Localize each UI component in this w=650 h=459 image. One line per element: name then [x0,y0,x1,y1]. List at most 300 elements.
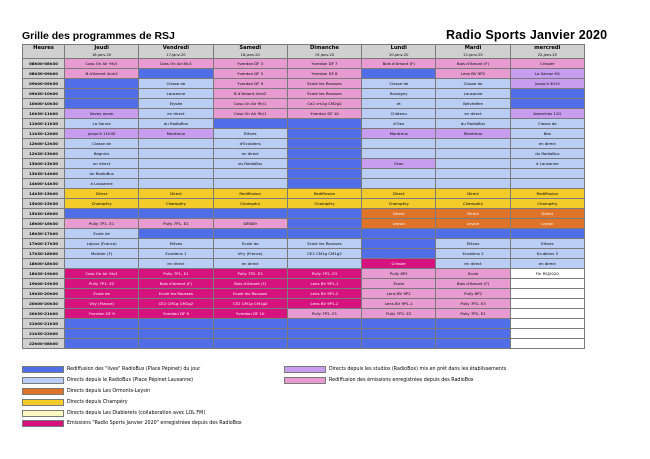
program-cell [362,249,436,259]
time-slot-row [23,119,585,129]
day-header-mardi: Mardi [436,45,510,53]
program-cell [139,319,213,329]
day-header-mercredi: mercredi [510,45,584,53]
program-cell [65,259,139,269]
program-cell [362,179,436,189]
program-cell: Viry (France) [213,249,287,259]
program-cell: Direct [362,209,436,219]
program-cell: d'Ecublens [213,139,287,149]
program-cell [287,179,361,189]
program-cell: Bois d'Amont (F) [436,59,510,69]
program-cell [510,309,584,319]
program-cell: Champéry [65,199,139,209]
time-slot-label: 12h30-13h00 [23,149,65,159]
program-cell: Coss On Air 9h/1 [213,99,287,109]
program-cell: Classe de [436,79,510,89]
program-cell [287,129,361,139]
program-cell [65,89,139,99]
program-cell [510,169,584,179]
time-slot-row [23,69,585,79]
program-cell [139,339,213,349]
program-cell: Belvédère [436,99,510,109]
program-cell [65,319,139,329]
program-cell: en direct [213,259,287,269]
program-cell [436,229,510,239]
program-cell [510,179,584,189]
program-cell: Direct [139,189,213,199]
program-cell: Rediffusion [510,189,584,199]
program-cell: Elysée [139,99,213,109]
program-cell: Château [362,109,436,119]
program-cell: Bois d'Amont (F) [436,279,510,289]
program-cell [362,69,436,79]
program-cell: Pully 7P2- E1 [436,309,510,319]
time-slot-label: 12h00-12h30 [23,139,65,149]
page-title: Grille des programmes de RSJ [22,30,175,42]
legend-item [284,377,474,384]
time-slot-row [23,279,585,289]
time-slot-row [23,319,585,329]
time-slot-row [23,159,585,169]
program-cell: DEN09 [213,219,287,229]
time-slot-label: 15h00-15h30 [23,199,65,209]
time-slot-label: 16h30-17h00 [23,229,65,239]
program-cell: Ce2 cm1g CM2g2 [287,99,361,109]
day-date: 19-janv-20 [287,52,361,59]
program-cell: Ecole les Rousses [287,89,361,99]
time-slot-row [23,269,585,279]
program-cell: Begnins [65,149,139,159]
program-cell [139,229,213,239]
hours-header: Heures [23,45,65,53]
legend-item [22,410,205,417]
time-slot-row [23,149,585,159]
program-cell: Bois d'Amont (F) [139,279,213,289]
time-slot-label: 18h00-18h30 [23,259,65,269]
program-cell [362,139,436,149]
time-slot-label: 20h30-21h00 [23,309,65,319]
day-date: 18-janv-20 [213,52,287,59]
program-cell: Lausanne [436,89,510,99]
program-cell: Classe de [510,119,584,129]
legend-swatch [284,366,326,373]
program-cell: Yverdon DF 3 [213,59,287,69]
time-slot-label: 08h30-09h00 [23,69,65,79]
program-cell: CE2 CM1g CM1g2 [139,299,213,309]
legend-swatch [22,366,64,373]
time-slot-row [23,79,585,89]
time-slot-row [23,259,585,269]
time-slot-label: 09h30-10h00 [23,89,65,99]
time-slot-row [23,249,585,259]
program-cell [213,329,287,339]
program-cell: Coss On Air 9h/1 [65,59,139,69]
program-cell: du RadioBus [139,119,213,129]
program-cell: Crissier [510,59,584,69]
program-cell: du RadioBus [510,149,584,159]
day-header-dimanche: Dimanche [287,45,361,53]
program-cell: Lens BV 9P1-2 [287,299,361,309]
program-cell [139,149,213,159]
program-cell: Montreux [436,129,510,139]
program-cell: Yverdon DF 9 [213,79,287,89]
time-slot-row [23,209,585,219]
program-cell: Pully 7P1- E2 [65,279,139,289]
program-cell [510,99,584,109]
legend-swatch [22,388,64,395]
program-cell: Pully 7P2- E2 [362,309,436,319]
program-cell: Elèves [213,129,287,139]
program-cell: Lens BV 9P1-1 [287,279,361,289]
program-cell: Pully 7P1- E1 [65,219,139,229]
program-cell [287,319,361,329]
program-cell [436,319,510,329]
legend-swatch [22,377,64,384]
time-slot-row [23,329,585,339]
program-cell: Yverdon DF 10 [213,309,287,319]
program-cell: Classe de [139,79,213,89]
program-cell: Yverdon DF 9 [65,309,139,319]
program-cell: en direct [510,259,584,269]
time-slot-label: 09h00-09h30 [23,79,65,89]
program-cell: Ecole les Rousses [287,239,361,249]
program-cell: Rediffusion [287,189,361,199]
program-cell [65,79,139,89]
program-cell: jusqu'à 9h15 [510,79,584,89]
program-cell: d'Oex [362,119,436,129]
program-cell: en direct [65,159,139,169]
day-date: 22-janv-20 [510,52,584,59]
program-cell [287,329,361,339]
program-cell: Lausanne [139,89,213,99]
time-slot-label: 17h00-17h30 [23,239,65,249]
program-cell: Ecole les Rousses [213,289,287,299]
program-cell: Avenches 11G [510,109,584,119]
program-cell: Ecole les Rousses [287,79,361,89]
time-slot-row [23,139,585,149]
program-cell [510,289,584,299]
program-cell [362,149,436,159]
program-cell [139,159,213,169]
time-slot-label: 11h30-12h00 [23,129,65,139]
time-slot-label: 13h00-13h30 [23,159,65,169]
time-slot-row [23,229,585,239]
program-cell: Yverdon DF 7 [287,59,361,69]
program-cell [436,179,510,189]
time-slot-label: 10h00-10h30 [23,99,65,109]
program-cell [510,279,584,289]
program-cell [213,319,287,329]
day-header-jeudi: Jeudi [65,45,139,53]
program-cell: Classe de [65,139,139,149]
station-title: Radio Sports Janvier 2020 [446,28,608,42]
program-cell: en direct [139,259,213,269]
legend-item [22,388,150,395]
legend-label: Rediffusion des "lives" RadioBus (Place Pépinet) du jour [67,367,201,372]
program-cell: Pully 8P2 [362,269,436,279]
schedule-table [22,44,585,349]
program-cell: Pully 7P2- E3 [287,269,361,279]
program-cell: La Sarraz 9G [510,69,584,79]
program-cell [139,179,213,189]
day-date: 21-janv-20 [436,52,510,59]
time-slot-row [23,189,585,199]
time-slot-label: 22h00-08h00 [23,339,65,349]
program-cell [436,159,510,169]
legend-label: Directs depuis Champéry [67,400,128,405]
program-cell: Champéry [436,199,510,209]
program-cell: Yverdon DF 8 [287,69,361,79]
time-slot-row [23,99,585,109]
schedule-grid [22,44,585,349]
program-cell: Lajoux (France) [65,239,139,249]
legend-swatch [284,377,326,384]
program-cell: Elèves [436,239,510,249]
program-cell [510,339,584,349]
legend-label: Directs depuis le RadioBus (Place Pépinet Lausanne) [67,378,194,383]
time-slot-label: 18h30-19h00 [23,269,65,279]
program-cell [362,339,436,349]
program-cell: en direct [213,149,287,159]
legend-item [22,420,242,427]
program-cell: Champéry [362,199,436,209]
program-cell [287,119,361,129]
program-cell [362,329,436,339]
program-cell [287,259,361,269]
time-slot-row [23,179,585,189]
program-cell: B d'Amont 4cm2 [65,69,139,79]
program-cell [213,119,287,129]
time-slot-row [23,309,585,319]
time-slot-row [23,299,585,309]
program-cell [436,329,510,339]
legend-item [22,366,200,373]
program-cell: Ecole de [65,289,139,299]
day-date: 20-janv-20 [362,52,436,59]
time-slot-row [23,239,585,249]
program-cell: Pully 7P1- E1 [139,269,213,279]
program-cell: Ecole de [65,229,139,239]
time-slot-row [23,289,585,299]
time-slot-label: 21h30-22h00 [23,329,65,339]
legend-item [22,377,193,384]
program-cell [510,329,584,339]
legend-label: Directs depuis Les Diablerets (collaboration avec LOL FM) [67,411,206,416]
program-cell [510,299,584,309]
program-cell: Yverdon DF 9 [139,309,213,319]
program-cell: Ecublens 3 [510,249,584,259]
program-cell [139,139,213,149]
program-cell: B d'Amont 4cm2 [213,89,287,99]
legend-label: Directs depuis les studios (RadioBox) mis en prêt dans les établissements [329,367,507,372]
program-cell [139,169,213,179]
time-slot-label: 14h00-14h30 [23,179,65,189]
program-cell [287,149,361,159]
program-cell [213,169,287,179]
program-cell [139,209,213,219]
program-cell [436,149,510,159]
time-slot-row [23,199,585,209]
program-cell: Ecublens 2 [436,249,510,259]
program-cell: Champéry [287,199,361,209]
program-cell: Ecole de [213,239,287,249]
program-cell: Viry (France) [65,299,139,309]
program-cell: du RadioBus [213,159,287,169]
time-slot-row [23,59,585,69]
time-slot-label: 19h30-20h00 [23,289,65,299]
legend-swatch [22,410,64,417]
program-cell [139,69,213,79]
program-cell: Vevey ocom [65,109,139,119]
program-cell: Montreux [362,129,436,139]
legend-item [284,366,506,373]
program-cell: Crissier [362,259,436,269]
time-slot-label: 10h30-11h00 [23,109,65,119]
time-slot-row [23,169,585,179]
legend-label: Rediffusion des émissions enregistrées depuis des RadioBox [329,378,474,383]
program-cell [65,99,139,109]
day-date: 16-janv-20 [65,52,139,59]
time-slot-label: 14h30-15h00 [23,189,65,199]
day-header-samedi: Samedi [213,45,287,53]
program-cell: Bois d'Amont (F) [213,279,287,289]
day-header-row [23,45,585,53]
time-slot-row [23,129,585,139]
legend-swatch [22,399,64,406]
program-cell: Coss On Air 9h/1 [213,109,287,119]
program-cell: Direct [436,209,510,219]
program-cell: Ecole [362,279,436,289]
program-cell [510,229,584,239]
program-cell [65,329,139,339]
program-cell: Coss On Air 9h/1 [65,269,139,279]
time-slot-row [23,219,585,229]
program-cell: et [362,99,436,109]
program-cell: Yverdon DF 10 [287,109,361,119]
program-cell: Direct [436,189,510,199]
program-cell: en direct [436,259,510,269]
program-cell: Pully 7P1- E2 [139,219,213,229]
legend-label: Emissions "Radio Sports Janvier 2020" enregistrées depuis des RadioBox [67,421,242,426]
program-cell: Elèves [139,239,213,249]
time-slot-label: 13h30-14h00 [23,169,65,179]
program-cell: Direct [510,209,584,219]
program-cell: Bois d'Amont (F) [362,59,436,69]
program-cell: Pully 8P2 [436,289,510,299]
program-cell: Champéry [510,199,584,209]
program-cell: Pully 7P2- E3 [436,299,510,309]
program-cell [287,139,361,149]
program-cell: La Sarraz [65,119,139,129]
program-cell: Montreux [139,129,213,139]
program-cell [65,339,139,349]
program-cell: Leysin [510,219,584,229]
program-cell [287,209,361,219]
program-cell [436,139,510,149]
program-cell: Champéry [139,199,213,209]
time-slot-label: 20h00-20h30 [23,299,65,309]
program-cell [213,339,287,349]
program-cell: Lens BV 9P1-1 [362,299,436,309]
program-cell [287,229,361,239]
program-cell: Pully 7P2- E1 [287,309,361,319]
program-cell: du RadioBus [436,119,510,129]
program-cell: Lens BV 9P2 [362,289,436,299]
program-cell: en direct [139,109,213,119]
program-cell: Coss On Air 8h/1 [139,59,213,69]
program-cell: jusqu'à 11h45 [65,129,139,139]
time-slot-label: 17h30-18h00 [23,249,65,259]
program-cell: Bussigny [362,89,436,99]
day-header-vendredi: Vendredi [139,45,213,53]
program-cell: Lens BV 9P2 [436,69,510,79]
program-cell: Ecublens 1 [139,249,213,259]
time-slot-row [23,339,585,349]
program-cell [287,169,361,179]
program-cell [362,319,436,329]
time-slot-label: 16h00-16h30 [23,219,65,229]
day-header-lundi: Lundi [362,45,436,53]
program-cell: à Lausanne [510,159,584,169]
program-cell: Direct [362,189,436,199]
program-cell [362,169,436,179]
time-slot-label: 19h00-19h30 [23,279,65,289]
program-cell [436,169,510,179]
time-slot-label: 21h00-21h30 [23,319,65,329]
legend-label: Directs depuis Les Ormonts-Leysin [67,389,151,394]
program-cell [139,329,213,339]
program-cell: Leysin [362,219,436,229]
program-cell [436,339,510,349]
program-cell: Pully 7P2- E2 [213,269,287,279]
program-cell [213,229,287,239]
program-cell [362,239,436,249]
program-cell [510,89,584,99]
program-cell [287,339,361,349]
legend-swatch [22,420,64,427]
program-cell: en direct [436,109,510,119]
program-cell: à Lausanne [65,179,139,189]
program-cell: Rediffusion [213,189,287,199]
time-slot-row [23,89,585,99]
program-cell [287,219,361,229]
time-slot-label: 11h00-11h30 [23,119,65,129]
legend-item [22,399,128,406]
program-cell: Direct [65,189,139,199]
time-slot-row [23,109,585,119]
time-slot-label: 15h30-16h00 [23,209,65,219]
program-cell: Elèves [510,239,584,249]
program-cell: Ecole les Rousses [139,289,213,299]
program-cell: Classe de [362,79,436,89]
program-cell: CE2 CM1g CM1g2 [287,249,361,259]
program-cell [213,179,287,189]
program-cell: Leysin [436,219,510,229]
program-cell: Bex [510,129,584,139]
program-cell: Morbier (F) [65,249,139,259]
program-cell [65,209,139,219]
program-cell: en direct [510,139,584,149]
program-cell: Fin RSJ2020 [510,269,584,279]
program-cell: Ecole [436,269,510,279]
program-cell [510,319,584,329]
program-cell [287,159,361,169]
day-date: 17-janv-20 [139,52,213,59]
time-slot-label: 08h00-08h30 [23,59,65,69]
program-cell: CE2 CM1g CM1g2 [213,299,287,309]
program-cell: Lens BV 9P1-2 [287,289,361,299]
program-cell [362,229,436,239]
